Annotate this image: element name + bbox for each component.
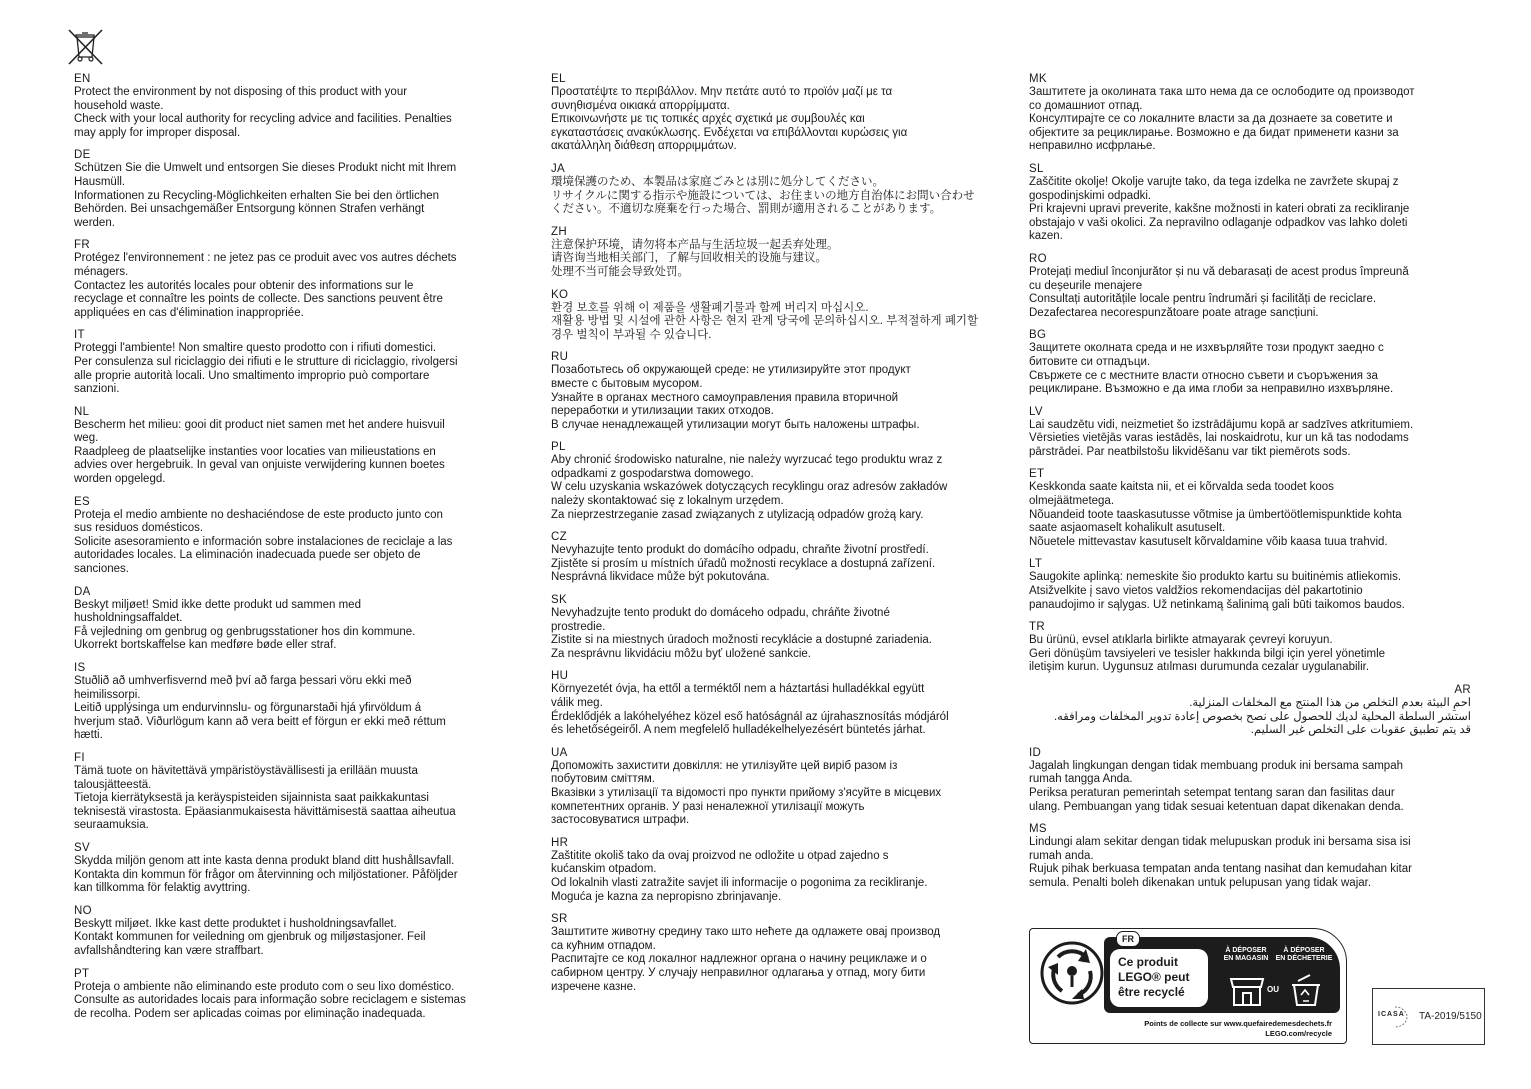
language-code: ID (1029, 746, 1042, 759)
language-code: EN (74, 73, 91, 85)
language-code: PL (551, 441, 566, 454)
country-tag: FR (1116, 931, 1140, 947)
section-id (1029, 746, 1471, 814)
section-no (74, 904, 526, 959)
column-middle (551, 72, 1003, 1002)
language-code: AR (1454, 684, 1471, 696)
section-mk (1029, 72, 1471, 154)
language-code: MS (1029, 823, 1047, 836)
deposit-waste-center-label: À DÉPOSER EN DÉCHETERIE (1275, 947, 1333, 962)
section-de (74, 148, 526, 230)
disposal-text: 환경 보호를 위해 이 제품을 생활폐기물과 함께 버리지 마십시오. 재활용 방법 및 시설에 관한 사항은 현지 관계 당국에 문의하십시오. 부적절하게 폐기할 경우 벌칙이 부과될 수 있습니다. (551, 301, 979, 341)
language-code: RU (551, 351, 569, 364)
language-code: CZ (551, 531, 567, 544)
recycling-bin-icon (1288, 973, 1324, 1007)
section-ko (551, 288, 1003, 343)
language-code: ES (74, 495, 90, 508)
disposal-text: Schützen Sie die Umwelt und entsorgen Sie dieses Produkt nicht mit Ihrem Hausmüll. Informationen zu Recycling-Möglichkeiten erhalten Sie bei den örtlichen Behörden. Bei unsachgemäßer Entsorgung können Strafen verhängt werden. (74, 162, 457, 229)
section-it (74, 328, 526, 396)
disposal-text: Заштитете ја околината така што нема да се ослободите од производот со домашниот отпад. Консултирајте се со локалните власти за да дознаете за советите и објектите за рециклирање. Возможно е да бидат применети казни за неправилно исфрлање. (1029, 86, 1415, 153)
language-code: LV (1029, 405, 1043, 418)
language-code: BG (1029, 329, 1047, 342)
section-sl (1029, 162, 1471, 244)
language-code: ET (1029, 468, 1045, 481)
language-code: EL (551, 73, 566, 85)
disposal-text: Προστατέψτε το περιβάλλον. Μην πετάτε αυτό το προϊόν μαζί με τα συνηθισμένα οικιακά απορρίμματα. Επικοινωνήστε με τις τοπικές αρχές σχετικά με συμβουλές και εγκαταστάσεις ανακύκλωσης. Ενδέχεται να επιβάλλονται κυρώσεις για ακατάλληλη διάθεση απορριμμάτων. (551, 86, 908, 153)
section-tr (1029, 620, 1471, 675)
triman-icon (1036, 937, 1108, 1009)
triman-recycling-box (1029, 928, 1347, 1044)
disposal-text: Tämä tuote on hävitettävä ympäristöystävällisesti ja erillään muusta talousjätteestä. Tietoja kierrätyksestä ja keräyspisteiden sijainnista saat paikkakuntasi teknisestä virastosta. Epäasianmukaisesta hävittämisestä saattaa aiheutua seuraamuksia. (74, 764, 456, 832)
disposal-text: Защитете околната среда и не изхвърляйте този продукт заедно с битовите си отпадъци. Свържете се с местните власти относно съвети и съоръжения за рециклиране. Възможно е да има глоби за неправилно изхвърляне. (1029, 342, 1394, 396)
recycling-badge (1104, 934, 1340, 1013)
section-sv (74, 841, 526, 896)
disposal-text: Beskytt miljøet. Ikke kast dette produktet i husholdningsavfallet. Kontakt kommunen for veiledning om gjenbruk og miljøstasjoner. Feil avfallshåndtering kan være straffbart. (74, 917, 426, 957)
disposal-text: Допоможіть захистити довкілля: не утилізуйте цей виріб разом із побутовим сміттям. Вказівки з утилізації та відомості про пункти прийому з'ясуйте в місцевих компетентних органів. У разі неналежної утилізації можуть застосовуватися штрафи. (551, 759, 942, 827)
section-et (1029, 467, 1471, 549)
section-ja (551, 162, 1003, 217)
section-ms (1029, 822, 1471, 890)
disposal-text: Bescherm het milieu: gooi dit product niet samen met het andere huisvuil weg. Raadpleeg de plaatselijke instanties voor locaties van milieustations en advies over hergebruik. In geval van onjuiste verwijdering kunnen boetes worden opgelegd. (74, 418, 445, 486)
disposal-text: Позаботьтесь об окружающей среде: не утилизируйте этот продукт вместе с бытовым мусором. Узнайте в органах местного самоуправления правила вторичной переработки и утилизации таких отходов. В случае ненадлежащей утилизации могут быть наложены штрафы. (551, 364, 920, 431)
disposal-text: Proteggi l'ambiente! Non smaltire questo prodotto con i rifiuti domestici. Per consulenza sul riciclaggio dei rifiuti e le strutture di riciclaggio, rivolgersi alle proprie autorità locali. Uno smaltimento improprio può comportare sanzioni. (74, 342, 458, 396)
disposal-text: Zaščitite okolje! Okolje varujte tako, da tega izdelka ne zavržete skupaj z gospodinjskimi odpadki. Pri krajevni upravi preverite, kakšne možnosti in kateri obrati za recikliranje obstajajo v vaši okolici. Za nepravilno odlaganje odpadkov vas lahko doleti kazen. (1029, 175, 1410, 243)
column-right (1029, 72, 1471, 899)
icasa-approval-box (1372, 988, 1485, 1045)
language-code: FI (74, 751, 85, 764)
section-ua (551, 746, 1003, 828)
language-code: DA (74, 585, 91, 598)
disposal-text: Nevyhazujte tento produkt do domácího odpadu, chraňte životní prostředí. Zjistěte si prosím u místních úřadů možnosti recyklace a dostupná zařízení. Nesprávná likvidace může být pokutována. (551, 544, 936, 584)
disposal-text: Beskyt miljøet! Smid ikke dette produkt ud sammen med husholdningsaffaldet. Få vejledning om genbrug og genbrugsstationer hos din kommune. Ukorrekt bortskaffelse kan medføre bøde eller straf. (74, 598, 416, 652)
language-code: SK (551, 594, 567, 607)
section-sr (551, 912, 1003, 994)
disposal-text: Saugokite aplinką: nemeskite šio produkto kartu su buitinėmis atliekomis. Atsižvelkite į savo vietos valdžios rekomendacijas dėl pakartotinio panaudojimo ir sąlygas. Už netinkamą šalinimą gali būti taikomos baudos. (1029, 571, 1405, 611)
disposal-text: 注意保护环境，请勿将本产品与生活垃圾一起丢弃处理。 请咨询当地相关部门，了解与回收相关的设施与建议。 处理不当可能会导致处罚。 (551, 238, 839, 278)
section-zh (551, 225, 1003, 280)
section-bg (1029, 328, 1471, 396)
section-fi (74, 751, 526, 833)
disposal-text: Proteja el medio ambiente no deshaciéndose de este producto junto con sus residuos domésticos. Solicite asesoramiento e información sobre instalaciones de reciclaje a las autoridades locales. La eliminación inadecuada puede ser objeto de sanciones. (74, 508, 453, 576)
collection-points-footer (1144, 1019, 1332, 1039)
section-es (74, 495, 526, 577)
section-fr (74, 238, 526, 320)
section-pl (551, 440, 1003, 522)
disposal-text: Lindungi alam sekitar dengan tidak melupuskan produk ini bersama sisa isi rumah anda. Rujuk pihak berkuasa tempatan anda tentang nasihat dan kemudahan kitar semula. Penalti boleh dikenakan untuk pelupusan yang tidak wajar. (1029, 836, 1412, 889)
disposal-text: Keskkonda saate kaitsta nii, et ei kõrvalda seda toodet koos olmejäätmetega. Nõuandeid toote taaskasutusse võtmise ja ümbertöötlemispunktide kohta saate asjaomaselt kohalikult asutuselt. Nõuetele mittevastav kasutuselt kõrvaldamine võib kaasa tuua trahvid. (1029, 481, 1402, 548)
disposal-text: Protégez l'environnement : ne jetez pas ce produit avec vos autres déchets ménagers. Contactez les autorités locales pour obtenir des informations sur le recyclage et connaître les points de collecte. Des sanctions peuvent être appliquées en cas d'élimination inappropriée. (74, 252, 457, 319)
disposal-text: Proteja o ambiente não eliminando este produto com o seu lixo doméstico. Consulte as autoridades locais para informação sobre reciclagem e sistemas de recolha. Podem ser aplicadas coimas por eliminação inadequada. (74, 980, 466, 1020)
disposal-text: Protect the environment by not disposing of this product with your household waste. Check with your local authority for recycling advice and facilities. Penalties may apply for improper disposal. (74, 86, 452, 139)
section-sk (551, 593, 1003, 661)
language-code: UA (551, 746, 568, 759)
language-code: IT (74, 329, 85, 342)
column-left (74, 72, 526, 1029)
language-code: HU (551, 670, 569, 683)
section-lt (1029, 557, 1471, 612)
section-pt (74, 967, 526, 1022)
disposal-text: Заштитите животну средину тако што нећете да одлажете овај производ са кућним отпадом. Распитајте се код локалног надлежног органа о начину рециклаже и о сабирном центру. У случају неправилног одлагања у отпад, могу бити изречене казне. (551, 926, 941, 993)
disposal-text: 環境保護のため、本製品は家庭ごみとは別に処分してください。 リサイクルに関する指示や施設については、お住まいの地方自治体にお問い合わせ ください。不適切な廃棄を行った場合、罰則が適用されることがあります。 (551, 175, 975, 216)
language-code: SL (1029, 162, 1044, 175)
disposal-text: Skydda miljön genom att inte kasta denna produkt bland ditt hushållsavfall. Kontakta din kommun för frågor om återvinning och miljöstationer. Påföljder kan tillkomma för felaktig avyttring. (74, 854, 458, 895)
disposal-text: Aby chronić środowisko naturalne, nie należy wyrzucać tego produktu wraz z odpadkami z gospodarstwa domowego. W celu uzyskania wskazówek dotyczących recyklingu oraz adresów zakładów należy skontaktować się z lokalnym urzędem. Za nieprzestrzeganie zasad związanych z utylizacją odpadów grożą kary. (551, 454, 948, 521)
language-code: NL (74, 405, 90, 418)
recyclable-headline: Ce produit LEGO® peut être recyclé (1110, 949, 1208, 1007)
disposal-text: Nevyhadzujte tento produkt do domáceho odpadu, chráňte životné prostredie. Zistite si na miestnych úradoch možnosti recyklácie a dostupné zariadenia. Za nesprávnu likvidáciu môžu byť uložené sankcie. (551, 607, 932, 660)
language-code: FR (74, 239, 90, 252)
language-code: JA (551, 162, 566, 175)
disposal-text: Jagalah lingkungan dengan tidak membuang produk ini bersama sampah rumah tangga Anda. Periksa peraturan pemerintah setempat tentang saran dan fasilitas daur ulang. Pembuangan yang tidak sesuai ketentuan dapat dikenakan denda. (1029, 759, 1404, 813)
section-ar (1029, 683, 1471, 738)
language-code: RO (1029, 252, 1047, 265)
disposal-text: Lai saudzētu vidi, neizmetiet šo izstrādājumu kopā ar sadzīves atkritumiem. Vērsieties vietējās varas iestādēs, lai noskaidrotu, kur un kā tas nododams pārstrādei. Par neatbilstošu likvidēšanu var tikt piemērots sods. (1029, 418, 1414, 458)
section-is (74, 661, 526, 743)
language-code: LT (1029, 558, 1043, 571)
language-code: ZH (551, 225, 567, 238)
section-cz (551, 530, 1003, 585)
disposal-text: Zaštitite okoliš tako da ovaj proizvod ne odložite u otpad zajedno s kućanskim otpadom. Od lokalnih vlasti zatražite savjet ili informacije o pogonima za recikliranje. Moguća je kazna za nepropisno zbrinjavanje. (551, 849, 928, 903)
disposal-text: احمِ البيئة بعدم التخلص من هذا المنتج مع المخلفات المنزلية. استشر السلطة المحلية لديك للحصول على نصح بخصوص إعادة تدوير المخلفات ومرافقه. قد يتم تطبيق عقوبات على التخلص غير السليم. (1053, 697, 1471, 737)
section-ru (551, 350, 1003, 432)
language-code: SV (74, 841, 90, 854)
section-lv (1029, 405, 1471, 460)
language-code: NO (74, 904, 92, 917)
section-da (74, 585, 526, 653)
section-el (551, 72, 1003, 154)
collection-points-url: Points de collecte sur www.quefairedemesdechets.fr (1144, 1019, 1332, 1028)
deposit-store-label: À DÉPOSER EN MAGASIN (1223, 947, 1269, 962)
language-code: SR (551, 913, 568, 926)
language-code: PT (74, 967, 90, 980)
or-label: OU (1267, 985, 1279, 994)
section-nl (74, 405, 526, 487)
section-hu (551, 669, 1003, 737)
disposal-text: Protejați mediul înconjurător și nu vă debarasați de acest produs împreună cu deșeurile menajere Consultați autoritățile locale pentru îndrumări și facilități de reciclare. Dezafectarea necorespunzătoare poate atrage sancțiuni. (1029, 265, 1409, 319)
language-code: IS (74, 662, 86, 674)
disposal-text: Környezetét óvja, ha ettől a terméktől nem a háztartási hulladékkal együtt válik meg. Érdeklődjék a lakóhelyéhez közel eső hatóságnál az újrahasznosítás módjáról és lehetőségeiről. A nem megfelelő hulladékelhelyezésért büntetés járhat. (551, 683, 949, 737)
shop-icon (1228, 975, 1266, 1007)
language-code: TR (1029, 621, 1045, 634)
section-hr (551, 836, 1003, 904)
language-code: HR (551, 836, 569, 849)
icasa-approval-number: TA-2019/5150 (1419, 1011, 1482, 1022)
icasa-brand: ICASA (1378, 1011, 1405, 1018)
disposal-text: Bu ürünü, evsel atıklarla birlikte atmayarak çevreyi koruyun. Geri dönüşüm tavsiyeleri ve tesisler hakkında bilgi için yerel yönetimle iletişim kurun. Uygunsuz atılması durumunda cezalar uygulanabilir. (1029, 634, 1386, 674)
disposal-text: Stuðlið að umhverfisvernd með því að farga þessari vöru ekki með heimilissorpi. Leitið upplýsinga um endurvinnslu- og förgunarstaði hjá yfirvöldum á hverjum stað. Viðurlögum kann að vera beitt ef förgun er ekki með réttum hætti. (74, 675, 446, 742)
section-en (74, 72, 526, 140)
language-code: DE (74, 149, 91, 162)
crossed-out-wheelie-bin-icon (66, 26, 106, 66)
language-code: MK (1029, 73, 1047, 85)
section-ro (1029, 252, 1471, 320)
lego-recycle-url: LEGO.com/recycle (1265, 1029, 1332, 1038)
language-code: KO (551, 288, 569, 301)
